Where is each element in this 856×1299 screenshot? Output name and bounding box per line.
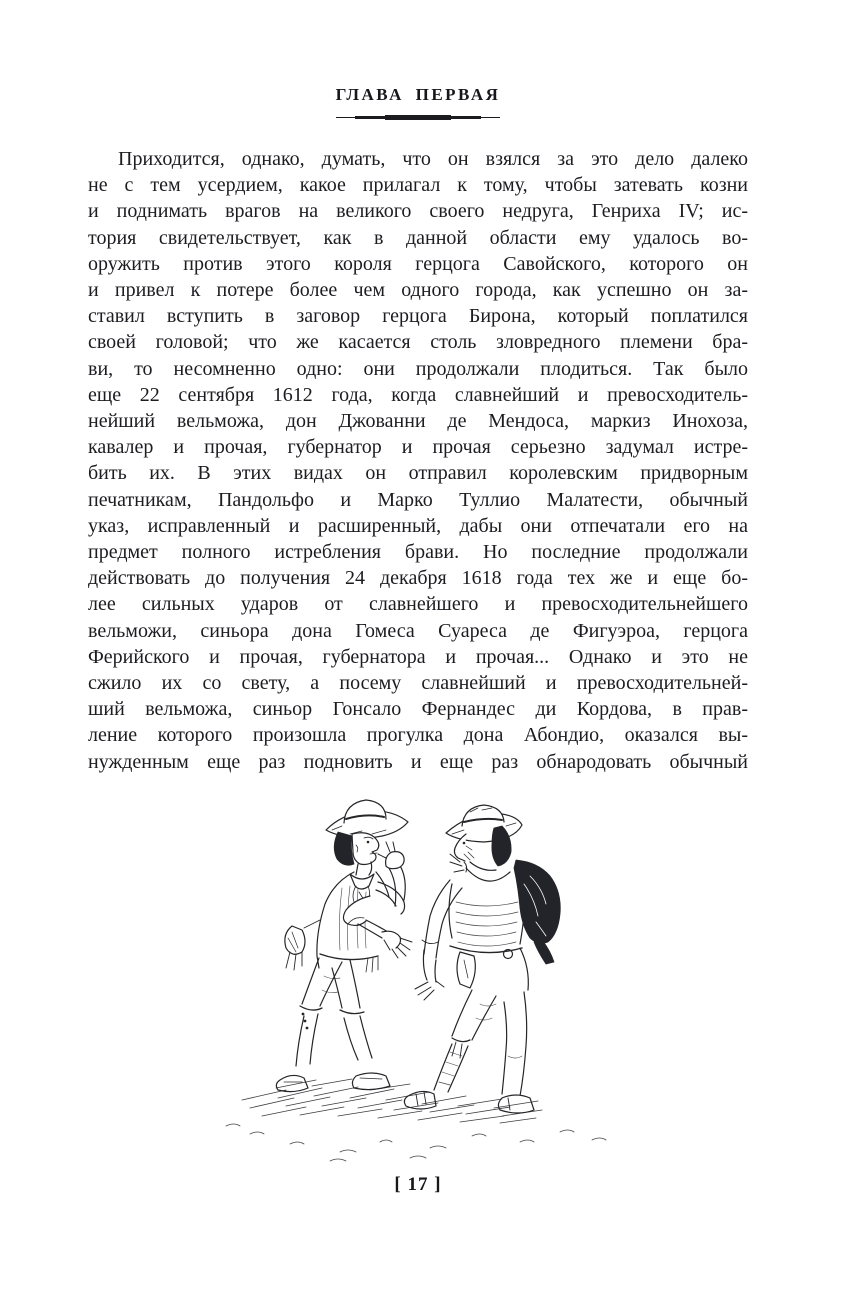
right-man-figure	[404, 805, 560, 1113]
text-line: нейший вельможа, дон Джованни де Мендоса, маркиз Инохоза,	[88, 410, 748, 433]
body-paragraph	[88, 146, 748, 775]
text-line: печатникам, Пандольфо и Марко Туллио Малатести, обычный	[88, 488, 748, 511]
text-line: не с тем усердием, какое прилагал к тому, чтобы затевать козни	[88, 174, 748, 197]
text-line: тория свидетельствует, как в данной области ему удалось во-	[88, 226, 748, 249]
text-line: ставил вступить в заговор герцога Бирона, который поплатился	[88, 305, 748, 328]
text-line: оружить против этого короля герцога Савойского, которого он	[88, 252, 748, 275]
text-line: Приходится, однако, думать, что он взялся за это дело далеко	[118, 148, 748, 170]
text-line: Ферийского и прочая, губернатора и прочая... Однако и это не	[88, 645, 748, 668]
text-line: ви, то несомненно одно: они продолжали плодиться. Так было	[88, 357, 748, 380]
text-line: своей головой; что же касается столь зловредного племени бра-	[88, 331, 748, 354]
text-line: кавалер и прочая, губернатор и прочая серьезно задумал истре-	[88, 436, 748, 459]
text-line: сжило их со свету, а посему славнейший и превосходительней-	[88, 672, 748, 695]
text-line: указ, исправленный и расширенный, дабы они отпечатали его на	[88, 514, 748, 537]
text-line: и поднимать врагов на великого своего недруга, Генриха IV; ис-	[88, 200, 748, 223]
text-line: вельможи, синьора дона Гомеса Суареса де Фигуэроа, герцога	[88, 619, 748, 642]
ground-pebbles	[226, 1124, 606, 1161]
text-line: действовать до получения 24 декабря 1618 года тех же и еще бо-	[88, 567, 748, 590]
chapter-title: ГЛАВА ПЕРВАЯ	[335, 85, 501, 104]
text-line: ший вельможа, синьор Гонсало Фернандес ди Кордова, в прав-	[88, 698, 748, 721]
chapter-divider-rule	[336, 115, 500, 120]
text-line: бить их. В этих видах он отправил королевским придворным	[88, 462, 748, 485]
text-line: еще 22 сентября 1612 года, когда славнейший и превосходитель-	[88, 383, 748, 406]
text-line: ление которого произошла прогулка дона Абондио, оказался вы-	[88, 724, 748, 747]
page-number: [ 17 ]	[394, 1174, 442, 1195]
left-man-figure	[276, 800, 412, 1092]
text-line: нужденным еще раз подновить и еще раз обнародовать обычный	[88, 750, 748, 773]
ground-shadow-hatching	[242, 1079, 542, 1123]
text-line: лее сильных ударов от славнейшего и превосходительнейшего	[88, 593, 748, 616]
book-illustration-engraving	[218, 792, 642, 1164]
chapter-heading	[88, 84, 748, 120]
text-line: и привел к потере более чем одного города, как успешно он за-	[88, 279, 748, 302]
text-line: предмет полного истребления брави. Но последние продолжали	[88, 541, 748, 564]
